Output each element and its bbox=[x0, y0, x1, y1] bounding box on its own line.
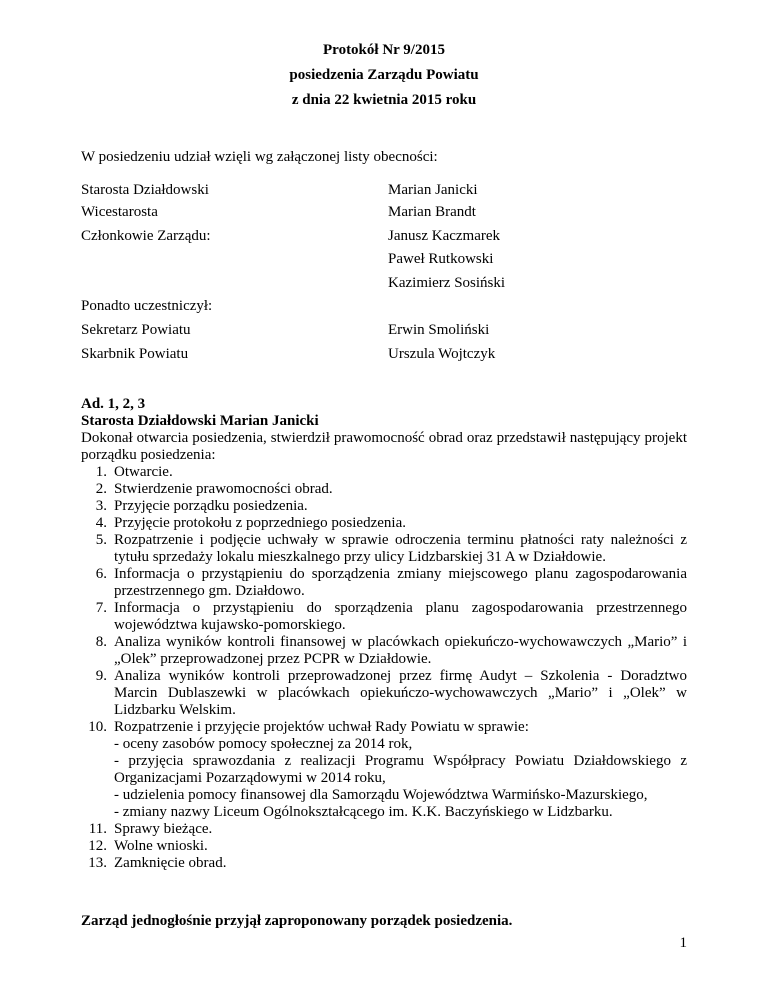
agenda-item bbox=[81, 566, 687, 600]
agenda-number: 10. bbox=[88, 719, 107, 735]
attendee-name: Urszula Wojtczyk bbox=[388, 346, 496, 362]
attendee-name: Erwin Smoliński bbox=[388, 322, 490, 338]
agenda-text: Sprawy bieżące. bbox=[114, 821, 213, 837]
agenda-number: 11. bbox=[88, 821, 107, 837]
agenda-item bbox=[81, 821, 687, 838]
other-attendee-row bbox=[81, 346, 701, 366]
agenda-number: 4. bbox=[95, 515, 107, 531]
agenda-text: Rozpatrzenie i przyjęcie projektów uchwał Rady Powiatu w sprawie: bbox=[114, 719, 529, 735]
agenda-number: 12. bbox=[88, 838, 107, 854]
conclusion: Zarząd jednogłośnie przyjął zaproponowany porządek posiedzenia. bbox=[81, 913, 513, 929]
agenda-text: Informacja o przystąpieniu do sporządzenia zmiany miejscowego planu zagospodarowania przestrzennego gm. Działdowo. bbox=[114, 566, 687, 599]
agenda-text: Wolne wnioski. bbox=[114, 838, 208, 854]
agenda-subitem: - przyjęcia sprawozdania z realizacji Programu Współpracy Powiatu Działdowskiego z Organizacjami Pozarządowymi w 2014 roku, bbox=[114, 753, 687, 786]
attendee-name: Paweł Rutkowski bbox=[388, 251, 494, 267]
agenda-item bbox=[81, 464, 687, 481]
agenda-item bbox=[81, 634, 687, 668]
agenda-text: Rozpatrzenie i podjęcie uchwały w sprawie odroczenia terminu płatności raty należności z tytułu sprzedaży lokalu mieszkalnego przy ulicy Lidzbarskiej 31 A w Działdowie. bbox=[114, 532, 687, 565]
agenda-number: 9. bbox=[95, 668, 107, 684]
section-heading: Ad. 1, 2, 3 bbox=[81, 396, 146, 412]
agenda-number: 5. bbox=[95, 532, 107, 548]
attendee-name: Kazimierz Sosiński bbox=[388, 275, 506, 291]
section-text: Dokonał otwarcia posiedzenia, stwierdził prawomocność obrad oraz przedstawił następujący projekt porządku posiedzenia: bbox=[81, 430, 687, 463]
attendee-row bbox=[81, 275, 701, 295]
agenda-item bbox=[81, 481, 687, 498]
document-header bbox=[0, 38, 768, 113]
attendee-row bbox=[81, 182, 701, 202]
agenda-subitem: - zmiany nazwy Liceum Ogólnokształcącego im. K.K. Baczyńskiego w Lidzbarku. bbox=[114, 804, 613, 820]
agenda-number: 8. bbox=[95, 634, 107, 650]
agenda-number: 1. bbox=[95, 464, 107, 480]
attendee-name: Marian Janicki bbox=[388, 182, 478, 198]
agenda-text: Otwarcie. bbox=[114, 464, 173, 480]
attendee-row bbox=[81, 204, 701, 224]
agenda-item bbox=[81, 498, 687, 515]
agenda-list bbox=[81, 464, 687, 872]
agenda-item bbox=[81, 668, 687, 719]
agenda-number: 6. bbox=[95, 566, 107, 582]
attendance-intro: W posiedzeniu udział wzięli wg załączonej listy obecności: bbox=[81, 149, 438, 165]
agenda-item bbox=[81, 855, 687, 872]
attendee-role: Skarbnik Powiatu bbox=[81, 346, 189, 362]
section-body bbox=[81, 396, 687, 872]
agenda-subitem: - oceny zasobów pomocy społecznej za 2014 rok, bbox=[114, 736, 413, 752]
agenda-item bbox=[81, 838, 687, 855]
attendee-role: Starosta Działdowski bbox=[81, 182, 209, 198]
agenda-number: 13. bbox=[88, 855, 107, 871]
agenda-text: Przyjęcie protokołu z poprzedniego posiedzenia. bbox=[114, 515, 406, 531]
agenda-item bbox=[81, 515, 687, 532]
agenda-item bbox=[81, 532, 687, 566]
attendee-row bbox=[81, 228, 701, 248]
meeting-title: posiedzenia Zarządu Powiatu bbox=[289, 67, 479, 83]
agenda-text: Analiza wyników kontroli finansowej w placówkach opiekuńczo-wychowawczych „Mario” i „Olek” przeprowadzonej przez PCPR w Działdowie. bbox=[114, 634, 687, 667]
agenda-text: Analiza wyników kontroli przeprowadzonej przez firmę Audyt – Szkolenia - Doradztwo Marcin Dublaszewki w placówkach opiekuńczo-wychowawczych „Mario” i „Olek” w Lidzbarku Welskim. bbox=[114, 668, 687, 718]
agenda-text: Przyjęcie porządku posiedzenia. bbox=[114, 498, 308, 514]
meeting-date: z dnia 22 kwietnia 2015 roku bbox=[291, 92, 477, 108]
agenda-number: 7. bbox=[95, 600, 107, 616]
agenda-text: Informacja o przystąpieniu do sporządzenia planu zagospodarowania przestrzennego województwa kujawsko-pomorskiego. bbox=[114, 600, 687, 633]
agenda-subitem: - udzielenia pomocy finansowej dla Samorządu Województwa Warmińsko-Mazurskiego, bbox=[114, 787, 648, 803]
agenda-item bbox=[81, 719, 687, 821]
agenda-number: 2. bbox=[95, 481, 107, 497]
agenda-text: Zamknięcie obrad. bbox=[114, 855, 227, 871]
others-label: Ponadto uczestniczył: bbox=[81, 298, 213, 314]
agenda-item bbox=[81, 600, 687, 634]
attendee-role: Członkowie Zarządu: bbox=[81, 228, 211, 244]
agenda-text: Stwierdzenie prawomocności obrad. bbox=[114, 481, 333, 497]
other-attendee-row bbox=[81, 322, 701, 342]
attendee-name: Janusz Kaczmarek bbox=[388, 228, 501, 244]
attendee-name: Marian Brandt bbox=[388, 204, 476, 220]
protocol-number: Protokół Nr 9/2015 bbox=[323, 42, 445, 58]
agenda-number: 3. bbox=[95, 498, 107, 514]
attendee-row bbox=[81, 251, 701, 271]
section-speaker: Starosta Działdowski Marian Janicki bbox=[81, 413, 319, 429]
attendee-role: Wicestarosta bbox=[81, 204, 158, 220]
attendee-role: Sekretarz Powiatu bbox=[81, 322, 191, 338]
page-number: 1 bbox=[679, 935, 687, 951]
